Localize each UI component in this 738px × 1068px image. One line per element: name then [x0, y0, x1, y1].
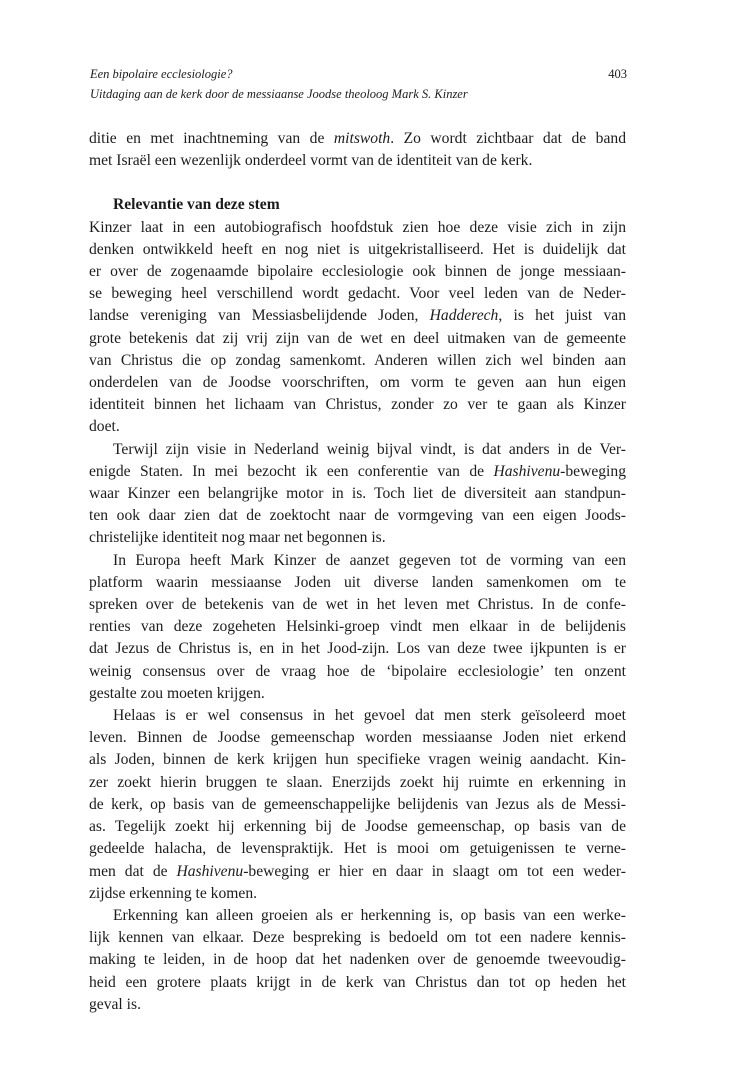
text-line: er over de zogenaamde bipolaire ecclesiologie ook binnen de jonge messiaan- [89, 263, 626, 281]
text-line: zijdse erkenning te komen. [89, 884, 258, 902]
text-line: Helaas is er wel consensus in het gevoel dat men sterk geïsoleerd moet [113, 707, 626, 725]
text-line: denken ontwikkeld heeft en nog niet is uitgekristalliseerd. Het is duidelijk dat [89, 240, 626, 258]
text-line: dat Jezus de Christus is, en in het Jood-zijn. Los van deze twee ijkpunten is er [89, 640, 626, 658]
paragraph-4 [89, 705, 626, 905]
text-line: leven. Binnen de Joodse gemeenschap worden messiaanse Joden niet erkend [89, 729, 626, 747]
text-line: ditie en met inachtneming van de mitswoth. Zo wordt zichtbaar dat de band [89, 130, 626, 147]
text-line: onderdelen van de Joodse voorschriften, om vorm te geven aan hun eigen [89, 374, 626, 392]
text-line: renties van deze zogeheten Helsinki-groep vindt men elkaar in de belijdenis [89, 618, 626, 636]
text-line: Erkenning kan alleen groeien als er herkenning is, op basis van een werke- [113, 906, 626, 924]
text-line: spreken over de betekenis van de wet in het leven met Christus. In de confe- [89, 596, 626, 614]
text-line: gedeelde halacha, de levenspraktijk. Het is mooi om getuigenissen te verne- [89, 840, 626, 858]
text-line: waar Kinzer een belangrijke motor in is. Toch liet de diversiteit aan standpun- [89, 485, 626, 503]
text-line: identiteit binnen het lichaam van Christus, zonder zo ver te gaan als Kinzer [89, 396, 626, 414]
text-line: enigde Staten. In mei bezocht ik een conferentie van de Hashivenu-beweging [89, 462, 626, 480]
paragraph-2 [89, 439, 626, 550]
text-line: gestalte zou moeten krijgen. [89, 684, 265, 702]
paragraph-5 [89, 905, 626, 1016]
text-line: doet. [89, 418, 120, 436]
text-line: heid een grotere plaats krijgt in de kerk van Christus dan tot op heden het [89, 973, 626, 991]
running-header [90, 64, 630, 104]
section-heading: Relevantie van deze stem [113, 196, 280, 214]
text-line: christelijke identiteit nog maar net begonnen is. [89, 529, 386, 547]
text-line: as. Tegelijk zoekt hij erkenning bij de Joodse gemeenschap, op basis van de [89, 818, 626, 836]
paragraph-1 [89, 217, 626, 439]
text-line: geval is. [89, 995, 141, 1013]
text-line: In Europa heeft Mark Kinzer de aanzet gegeven tot de vorming van een [113, 551, 626, 569]
text-line: als Joden, binnen de kerk krijgen hun specifieke vragen weinig aandacht. Kin- [89, 751, 626, 769]
text-line: zer zoekt hierin bruggen te slaan. Enerzijds zoekt hij ruimte en erkenning in [89, 773, 626, 791]
text-line: lijk kennen van elkaar. Deze bespreking is bedoeld om tot een nadere kennis- [89, 929, 626, 947]
text-line: de kerk, op basis van de gemeenschappelijke belijdenis van Jezus als de Messi- [89, 795, 626, 813]
text-line: Terwijl zijn visie in Nederland weinig bijval vindt, is dat anders in de Ver- [113, 440, 626, 458]
page-number: 403 [608, 67, 627, 81]
paragraph-3 [89, 550, 626, 705]
running-header-subtitle: Uitdaging aan de kerk door de messiaanse Joodse theoloog Mark S. Kinzer [90, 87, 468, 101]
text-line: making te leiden, in de hoop dat het nadenken over de genoemde tweevoudig- [89, 951, 626, 969]
text-line: grote betekenis dat zij vrij zijn van de wet en deel uitmaken van de gemeente [89, 329, 626, 347]
intro-paragraph [89, 128, 626, 172]
text-line: se beweging heel verschillend wordt gedacht. Voor veel leden van de Neder- [89, 285, 626, 303]
text-line: platform waarin messiaanse Joden uit diverse landen samenkomen om te [89, 573, 626, 591]
running-header-title: Een bipolaire ecclesiologie? [90, 67, 233, 81]
text-line: met Israël een wezenlijk onderdeel vormt van de identiteit van de kerk. [89, 152, 533, 170]
body-text [89, 128, 626, 1016]
text-line: weinig consensus over de vraag hoe de ‘bipolaire ecclesiologie’ ten onzent [89, 662, 626, 680]
text-line: men dat de Hashivenu-beweging er hier en daar in slaagt om tot een weder- [89, 862, 627, 880]
text-line: van Christus die op zondag samenkomt. Anderen willen zich wel binden aan [89, 351, 626, 369]
text-line: Kinzer laat in een autobiografisch hoofdstuk zien hoe deze visie zich in zijn [89, 218, 626, 236]
text-line: ten ook daar zien dat de zoektocht naar de vormgeving van een eigen Joods- [89, 507, 626, 525]
text-line: landse vereniging van Messiasbelijdende Joden, Hadderech, is het juist van [89, 307, 626, 325]
